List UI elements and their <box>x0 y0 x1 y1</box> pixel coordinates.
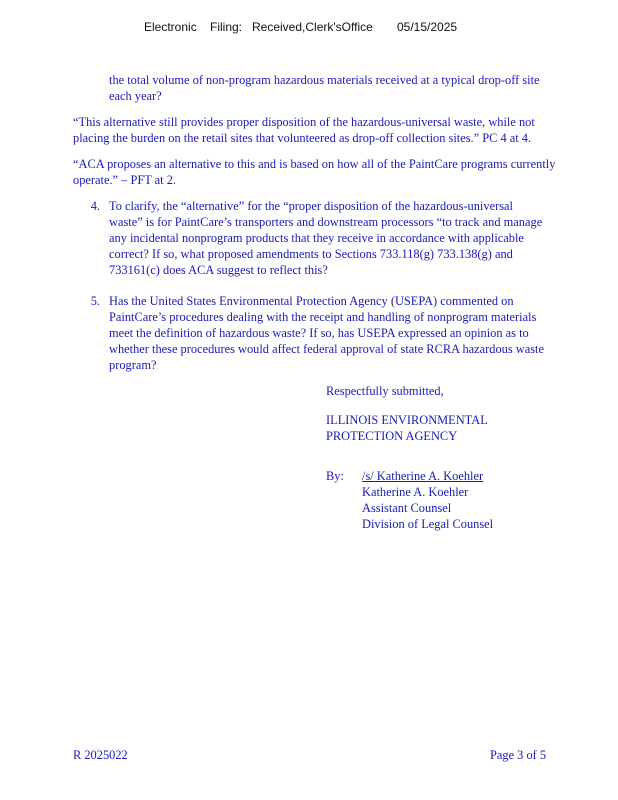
question-item-4 <box>109 198 584 278</box>
quote-line: placing the burden on the retail sites that volunteered as drop-off collection sites.” PC 4 at 4. <box>73 131 532 145</box>
signer-division: Division of Legal Counsel <box>362 517 494 531</box>
intro-line: the total volume of non-program hazardous materials received at a typical drop-off site <box>109 73 540 87</box>
docket-number: R 2025022 <box>73 748 128 762</box>
agency-line: ILLINOIS ENVIRONMENTAL <box>326 413 488 427</box>
header-filing: Filing: <box>210 20 243 34</box>
by-label: By: <box>326 469 344 483</box>
quote-line: “This alternative still provides proper disposition of the hazardous-universal waste, while not <box>73 115 535 129</box>
item-line: program? <box>109 358 157 372</box>
question-item-5 <box>109 293 584 373</box>
electronic-signature: /s/ Katherine A. Koehler <box>362 469 484 483</box>
item-line: To clarify, the “alternative” for the “proper disposition of the hazardous-universal <box>109 199 513 213</box>
item-line: whether these procedures would affect federal approval of state RCRA hazardous waste <box>109 342 545 356</box>
page-number: Page 3 of 5 <box>490 748 547 762</box>
quote-paragraph-1 <box>73 114 583 146</box>
item-line: PaintCare’s procedures dealing with the receipt and handling of nonprogram materials <box>109 310 537 324</box>
intro-paragraph <box>109 72 579 104</box>
item-line: correct? If so, what proposed amendments to Sections 733.118(g) 733.138(g) and <box>109 247 513 261</box>
signer-title: Assistant Counsel <box>362 501 452 515</box>
quote-paragraph-2 <box>73 156 583 188</box>
header-received: Received,Clerk'sOffice <box>252 20 373 34</box>
quote-line: operate.” – PFT at 2. <box>73 173 177 187</box>
item-number: 5. <box>90 294 100 308</box>
closing-text: Respectfully submitted, <box>326 384 444 398</box>
signer-name: Katherine A. Koehler <box>362 485 469 499</box>
item-line: meet the definition of hazardous waste? If so, has USEPA expressed an opinion as to <box>109 326 529 340</box>
signature-lines <box>362 468 493 532</box>
item-line: waste” is for PaintCare’s transporters and downstream processors “to track and manage <box>109 215 543 229</box>
quote-line: “ACA proposes an alternative to this and is based on how all of the PaintCare programs currently <box>73 157 556 171</box>
agency-line: PROTECTION AGENCY <box>326 429 458 443</box>
item-number: 4. <box>90 199 100 213</box>
intro-line: each year? <box>109 89 162 103</box>
header-date: 05/15/2025 <box>397 20 458 34</box>
header-electronic: Electronic <box>144 20 197 34</box>
item-line: any incidental nonprogram products that they receive in accordance with applicable <box>109 231 524 245</box>
item-line: Has the United States Environmental Protection Agency (USEPA) commented on <box>109 294 514 308</box>
item-line: 733161(c) does ACA suggest to reflect this? <box>109 263 328 277</box>
agency-name <box>326 412 488 444</box>
